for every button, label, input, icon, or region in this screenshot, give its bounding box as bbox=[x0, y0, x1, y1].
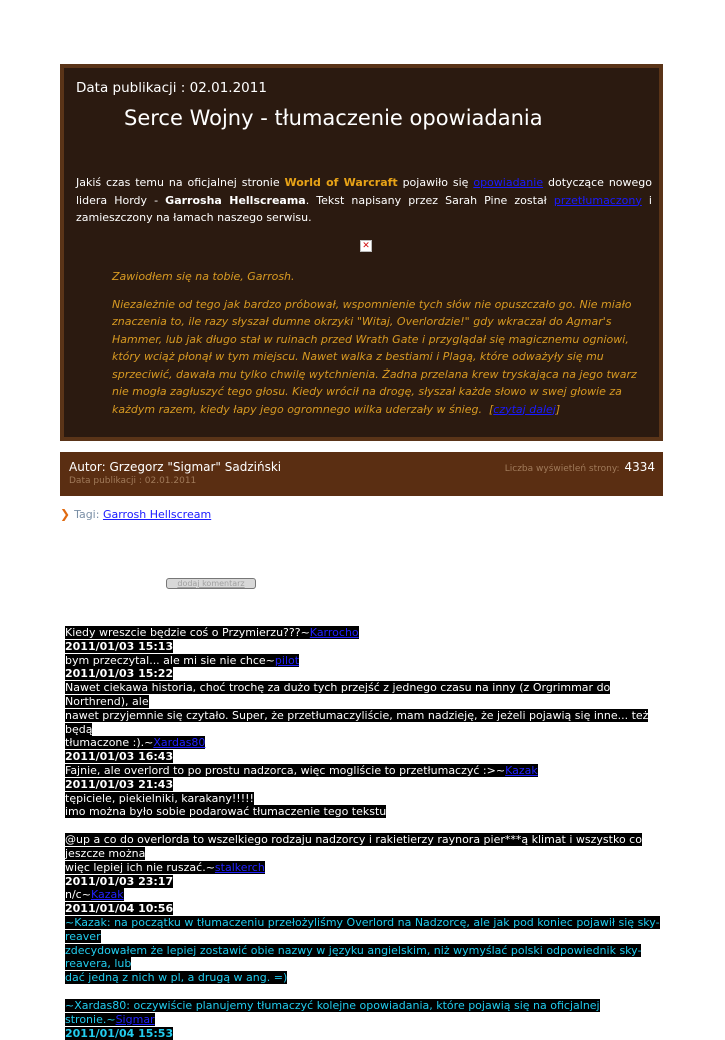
read-more-bracket: [ bbox=[488, 402, 494, 416]
chevron-right-icon: ❯ bbox=[60, 507, 71, 521]
comment-body: ~Kazak: na początku w tłumaczeniu przełożyliśmy Overlord na Nadzorcę, ale jak pod koniec pojawił się sky-reaver bbox=[65, 915, 660, 943]
comment-author-link[interactable]: Kazak bbox=[505, 763, 538, 777]
story-link[interactable]: opowiadanie bbox=[473, 176, 544, 189]
views-count: 4334 bbox=[624, 460, 655, 474]
read-more-link[interactable]: czytaj dalej bbox=[493, 402, 556, 416]
comment-body: tłumaczone :).~ bbox=[65, 736, 154, 750]
comment-text bbox=[65, 654, 299, 667]
translation-link[interactable]: przetłumaczony bbox=[553, 193, 642, 207]
comment-body: nawet przyjemnie się czytało. Super, że przetłumaczyliście, mam nadzieję, że jeżeli pojawią się inne... też będą bbox=[65, 708, 649, 736]
comment-body: @up a co do overlorda to wszelkiego rodzaju nadzorcy i rakietierzy raynora pier***ą klimat i wszystko co jeszcze można bbox=[65, 833, 642, 860]
comment-text bbox=[65, 626, 359, 639]
author-pubdate: Data publikacji : 02.01.2011 bbox=[69, 476, 197, 486]
comment-date: 2011/01/04 10:56 bbox=[65, 902, 174, 916]
tags-row bbox=[60, 507, 211, 521]
author-bar bbox=[60, 452, 663, 496]
comment-text bbox=[65, 736, 205, 749]
intro-text: dotyczące nowego lidera Hordy - bbox=[76, 176, 652, 207]
intro-text: pojawiło się bbox=[397, 176, 474, 189]
article-title: Serce Wojny - tłumaczenie opowiadania bbox=[124, 106, 543, 130]
comment-body: zdecydowałem że lepiej zostawić obie nazwy w języku angielskim, niż wymyślać polski odpowiednik sky-reavera, lub bbox=[65, 943, 642, 971]
comment-body: ~Xardas80: oczywiście planujemy tłumaczyć kolejne opowiadania, które pojawią się na oficjalnej stronie.~ bbox=[65, 998, 600, 1026]
quote-text: Niezależnie od tego jak bardzo próbował, wspomnienie tych słów nie opuszczało go. Nie miało znaczenia to, ile razy słyszał dumne okrzyki "Witaj, Overlordzie!" gdy wkraczał do Agmar's Hammer, lub jak długo stał w ruinach przed Wrath Gate i przyglądał się magicznemu ogniowi, który wciąż płonął w tym miejscu. Nawet walka z bestiami i Plagą, które odważyły się mu sprzeciwić, dawała mu tylko chwilę wytchnienia. Żadna przelana krew tryskająca na jego twarz nie mogła zagłuszyć tego głosu. Kiedy wrócił na drogę, słyszał każde słowo w swej głowie za każdym razem, kiedy łapy jego ogromnego wilka uderzały w śnieg. bbox=[112, 297, 637, 416]
comment-author-link[interactable]: Xardas80 bbox=[153, 736, 206, 750]
comment-body: n/c~ bbox=[65, 888, 91, 902]
read-more-bracket: ] bbox=[555, 402, 561, 416]
story-quote bbox=[112, 268, 652, 428]
comment-author-link[interactable]: Sigmar bbox=[115, 1012, 155, 1026]
comment-author-link[interactable]: stalkerch bbox=[214, 860, 265, 874]
comment-body: więc lepiej ich nie ruszać.~ bbox=[65, 860, 215, 874]
comment-body: Kiedy wreszcie będzie coś o Przymierzu???~ bbox=[65, 626, 310, 639]
add-comment-button[interactable]: dodaj komentarz bbox=[166, 578, 256, 589]
comment-text bbox=[65, 888, 124, 901]
comment-body: tępiciele, piekielniki, karakany!!!!! bbox=[65, 791, 254, 805]
comment-spacer bbox=[65, 819, 665, 833]
comment-author-link[interactable]: Kazak bbox=[90, 888, 124, 902]
comment-body: imo można było sobie podarować tłumaczenie tego tekstu bbox=[65, 805, 387, 819]
article-intro bbox=[76, 174, 652, 227]
comment-text bbox=[65, 999, 600, 1026]
intro-text: i zamieszczony na łamach naszego serwisu. bbox=[76, 193, 652, 224]
article-box bbox=[60, 64, 663, 441]
comment-body: bym przeczytal... ale mi sie nie chce~ bbox=[65, 653, 275, 667]
wow-highlight: World of Warcraft bbox=[284, 176, 398, 189]
views-label: Liczba wyświetleń strony: bbox=[504, 464, 620, 474]
quote-paragraph bbox=[112, 296, 652, 419]
comment-date: 2011/01/03 21:43 bbox=[65, 777, 174, 791]
comment-body: Fajnie, ale overlord to po prostu nadzorca, więc mogliście to przetłumaczyć :>~ bbox=[65, 763, 506, 777]
tags-label: Tagi: bbox=[74, 508, 100, 521]
view-counter bbox=[505, 460, 655, 474]
comment-body: Nawet ciekawa historia, choć trochę za dużo tych przejść z jednego czasu na inny (z Orgrimmar do Northrend), ale bbox=[65, 681, 611, 708]
tag-link[interactable]: Garrosh Hellscream bbox=[102, 508, 212, 521]
comments-list bbox=[65, 626, 665, 1040]
comment-date: 2011/01/03 16:43 bbox=[65, 750, 174, 764]
comment-date: 2011/01/04 15:53 bbox=[65, 1026, 174, 1040]
author-name: Autor: Grzegorz "Sigmar" Sadziński bbox=[69, 460, 282, 474]
quote-line: Zawiodłem się na tobie, Garrosh. bbox=[112, 270, 295, 283]
comment-spacer bbox=[65, 985, 665, 999]
comment-text bbox=[65, 861, 265, 874]
broken-image-icon: ✕ bbox=[360, 240, 372, 252]
comment-date: 2011/01/03 15:22 bbox=[65, 667, 174, 681]
intro-text: . Tekst napisany przez Sarah Pine został bbox=[305, 193, 554, 207]
intro-text: Jakiś czas temu na oficjalnej stronie bbox=[76, 176, 285, 189]
comment-body: dać jedną z nich w pl, a drugą w ang. =) bbox=[65, 971, 288, 985]
comment-date: 2011/01/03 23:17 bbox=[65, 874, 174, 888]
comment-author-link[interactable]: pilot bbox=[274, 653, 300, 667]
comment-date: 2011/01/03 15:13 bbox=[65, 639, 174, 653]
comment-text bbox=[65, 764, 538, 777]
comment-author-link[interactable]: Karrocho bbox=[309, 626, 359, 639]
garrosh-highlight: Garrosha Hellscreama bbox=[165, 193, 306, 207]
article-pubdate: Data publikacji : 02.01.2011 bbox=[76, 80, 267, 96]
